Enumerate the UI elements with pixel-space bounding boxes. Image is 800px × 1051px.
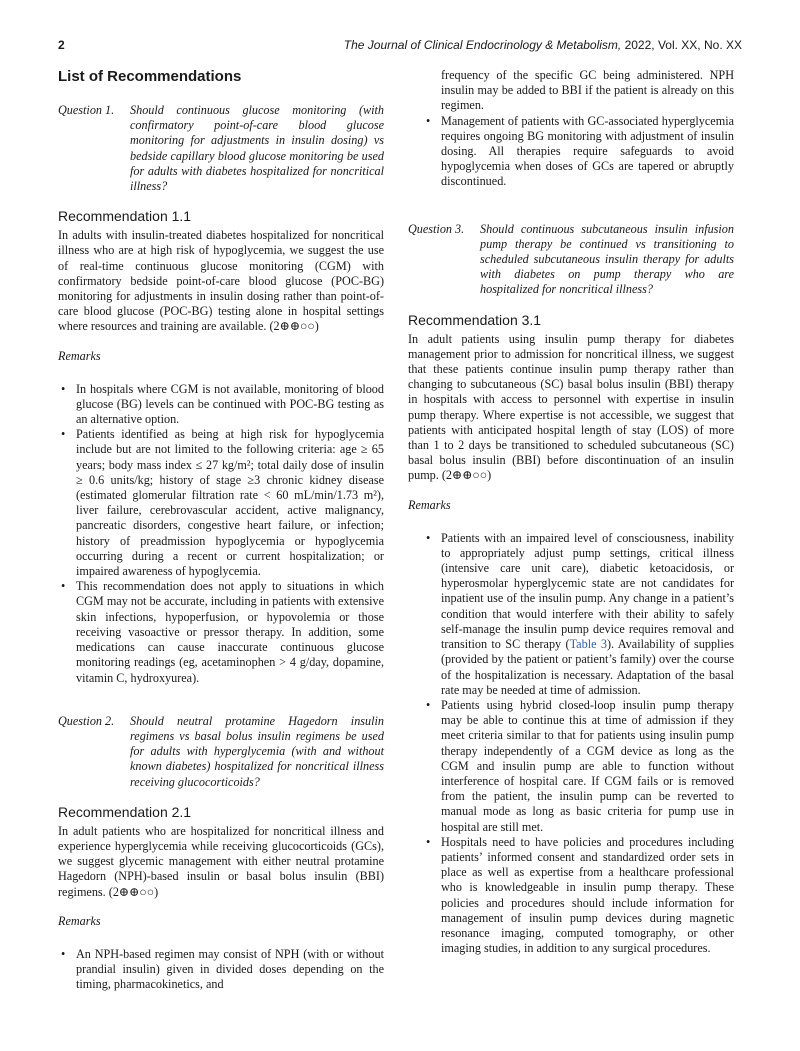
question-label: Question 3.: [408, 221, 465, 236]
question-label: Question 2.: [58, 713, 115, 728]
list-item: • Patients identified as being at high risk for hypoglycemia include but are not limited to the following criteria: age ≥ 65 years; body mass index ≤ 27 kg/m²; total daily dose of insulin ≥ 0.6 units/kg; history of stage ≥3 chronic kidney disease (estimated glomerular filtration rate < 60 mL/min/1.73 m²), liver failure, cerebrovascular accident, active malignancy, pancreatic disorders, congestive heart failure, or infection; history of preadmission hypoglycemia or hypoglycemia occurring during a recent or current hospitalization; or impaired awareness of hypoglycemia.: [58, 427, 384, 579]
recommendation-heading: Recommendation 2.1: [58, 803, 192, 820]
page-number: 2: [58, 38, 65, 52]
question-text: Should continuous subcutaneous insulin infusion pump therapy be continued vs transitioning to scheduled subcutaneous insulin therapy for adults with diabetes on pump therapy who are hospitalized for noncritical illness?: [480, 221, 734, 297]
left-column: [58, 68, 384, 992]
list-item-text: Patients with an impaired level of consciousness, inability to appropriately adjust pump settings, critical illness (intensive care unit care), diabetic ketoacidosis, or hyperosmolar hyperglycemic state are not candidates for inpatient use of the insulin pump. Any change in a patient’s condition that would interfere with their ability to safely self-manage the insulin pump device requires removal and transition to SC therapy (: [441, 530, 734, 652]
list-item: • An NPH-based regimen may consist of NPH (with or without prandial insulin) given in divided doses depending on the timing, pharmacokinetics, and: [58, 947, 384, 993]
recommendation-text: In adults with insulin-treated diabetes hospitalized for noncritical illness who are at high risk of hypoglycemia, we suggest the use of real-time continuous glucose monitoring (CGM) with confirmatory bedside point-of-care blood glucose (POC-BG) monitoring for adjustments in insulin dosing rather than point-of-care blood glucose (POC-BG) testing alone in hospital settings where resources and training are available. (2⊕⊕○○): [58, 228, 384, 334]
list-item-text: ). Availability of supplies (provided by the patient or patient’s family) over the course of the hospitalization is necessary. Adaptation of the basal rate may be needed at time of admission.: [441, 637, 734, 697]
list-item: • Management of patients with GC-associated hyperglycemia requires ongoing BG monitoring with adjustment of insulin dosing. All therapies require safeguards to avoid hypoglycemia when doses of GCs are tapered or abruptly discontinued.: [423, 114, 734, 190]
question-2: [58, 714, 384, 790]
list-item: • Patients using hybrid closed-loop insulin pump therapy may be able to continue this at time of admission if they meet criteria similar to that for patients using insulin pump therapy independently of a CGM device as long as the CGM and insulin pump are able to function without interference of hospital care. If CGM fails or is removed from the patient, the insulin pump can be reverted to manual mode as long as basic criteria for pump use in hospital are still met.: [423, 698, 734, 835]
remarks-list: [58, 947, 384, 993]
right-column: [408, 68, 734, 956]
remarks-label: Remarks: [58, 348, 101, 363]
list-item: • Hospitals need to have policies and procedures including patients’ informed consent and standardized order sets in place as well as expertise from a healthcare professional who is knowledgeable in insulin pump therapy. These policies and procedures should include information for management of insulin pump devices during magnetic resonance imaging, computed tomography, or other imaging studies, in addition to any surgical procedures.: [423, 835, 734, 957]
remarks-label: Remarks: [408, 497, 451, 512]
list-item: • This recommendation does not apply to situations in which CGM may not be accurate, including in patients with extensive skin infections, hypoperfusion, or hypovolemia or those receiving vasoactive or pressor therapy. In addition, some medications can cause inaccurate continuous glucose monitoring readings (eg, acetaminophen > 4 g/day, dopamine, vitamin C, hydroxyurea).: [58, 579, 384, 685]
section-title: List of Recommendations: [58, 68, 242, 85]
question-3: [408, 222, 734, 298]
recommendation-text: In adult patients using insulin pump therapy for diabetes management prior to admission for noncritical illness, we suggest that these patients continue insulin pump therapy rather than changing to subcutaneous (SC) basal bolus insulin (BBI) therapy in hospitals with access to personnel with expertise in insulin pump therapy. Where expertise is not accessible, we suggest that patients with anticipated hospital length of stay (LOS) of more than 1 to 2 days be transitioned to scheduled subcutaneous (SC) basal bolus insulin (BBI) before discontinuation of an insulin pump. (2⊕⊕○○): [408, 331, 734, 483]
question-text: Should neutral protamine Hagedorn insulin regimens vs basal bolus insulin regimens be used for adults with hyperglycemia (with and without known diabetes) hospitalized for noncritical illness receiving glucocorticoids?: [130, 713, 384, 789]
question-1: [58, 103, 384, 194]
list-item: [423, 531, 734, 698]
question-text: Should continuous glucose monitoring (with confirmatory point-of-care blood glucose monitoring for adjustments in insulin dosing) vs bedside capillary blood glucose monitoring be used for adults with diabetes hospitalized for noncritical illness?: [130, 103, 384, 194]
journal-title: The Journal of Clinical Endocrinology & Metabolism,: [343, 38, 622, 52]
remarks-list: [408, 531, 734, 957]
remarks-list: [408, 114, 734, 190]
table-3-link[interactable]: Table 3: [569, 637, 607, 652]
remarks-label: Remarks: [58, 913, 101, 928]
remarks-list: [58, 382, 384, 686]
recommendation-text: In adult patients who are hospitalized for noncritical illness and experience hyperglycemia while receiving glucocorticoids (GCs), we suggest glycemic management with either neutral protamine Hagedorn (NPH)-based insulin or basal bolus insulin (BBI) regimens. (2⊕⊕○○): [58, 823, 384, 899]
recommendation-heading: Recommendation 1.1: [58, 208, 192, 225]
recommendation-heading: Recommendation 3.1: [408, 311, 542, 328]
question-label: Question 1.: [58, 103, 115, 117]
year-volume: 2022, Vol. XX, No. XX: [621, 38, 742, 52]
running-header: [344, 38, 742, 52]
list-item: • In hospitals where CGM is not available, monitoring of blood glucose (BG) levels can be continued with POC-BG testing as an alternative option.: [58, 382, 384, 428]
continued-text: frequency of the specific GC being administered. NPH insulin may be added to BBI if the patient is already on this regimen.: [441, 68, 734, 113]
